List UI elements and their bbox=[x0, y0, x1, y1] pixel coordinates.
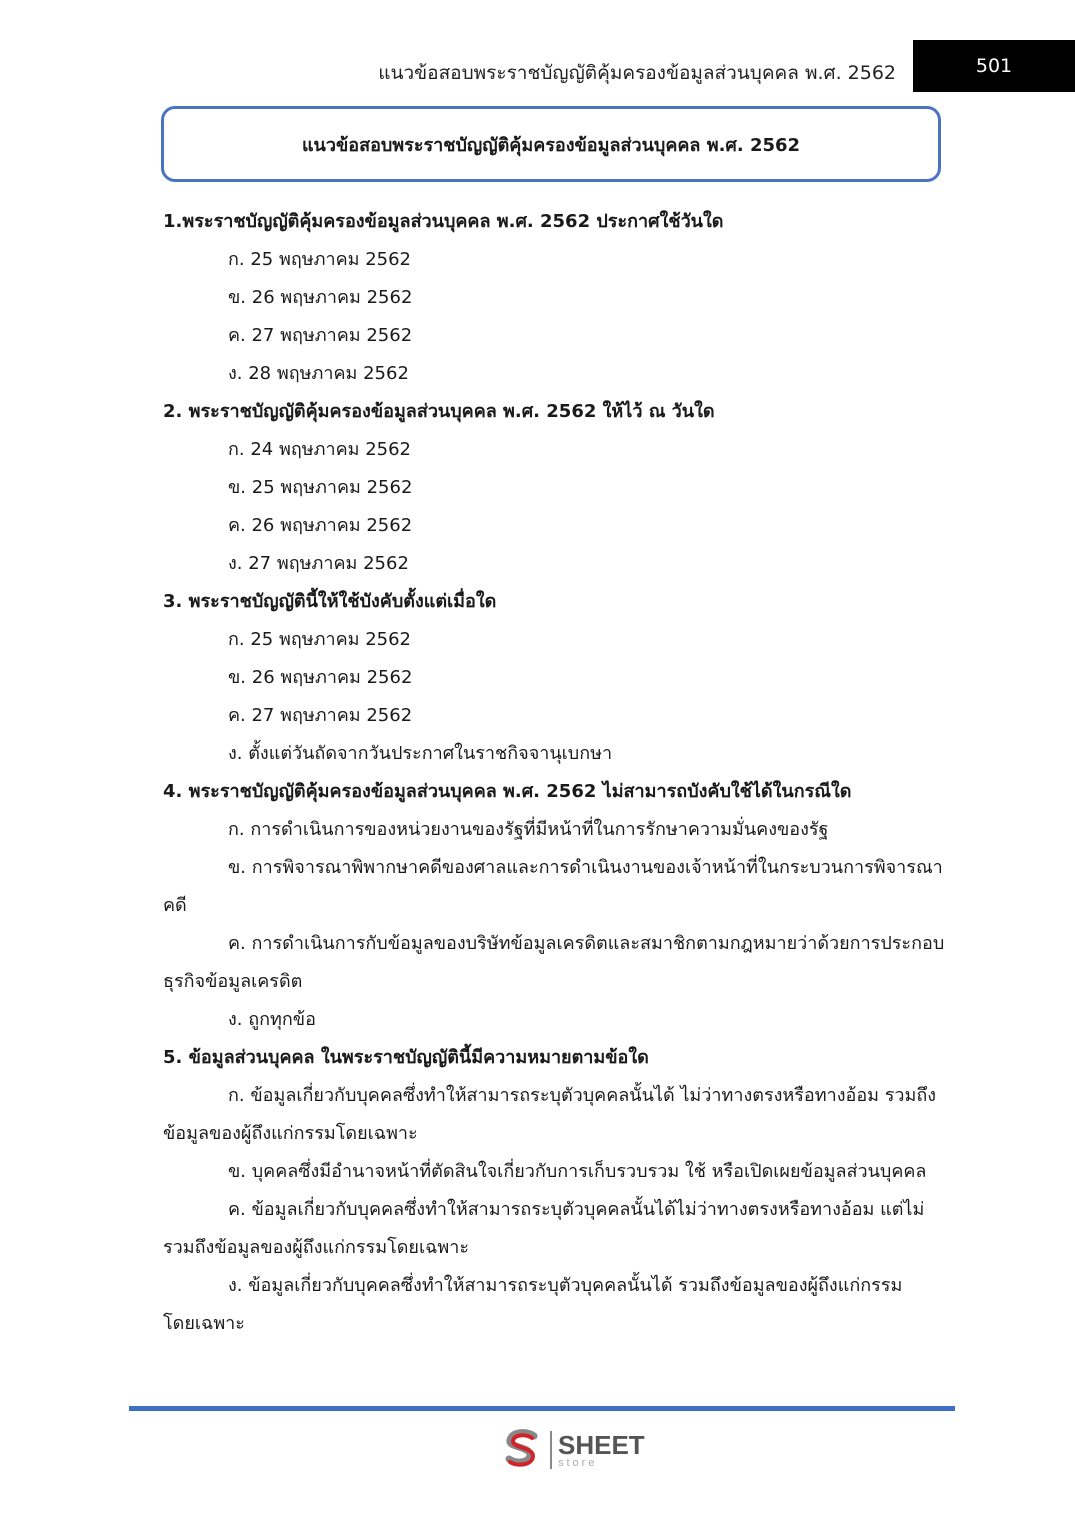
logo-subword: store bbox=[558, 1456, 598, 1469]
running-header: แนวข้อสอบพระราชบัญญัติคุ้มครองข้อมูลส่วนบุคคล พ.ศ. 2562 bbox=[378, 62, 896, 84]
q1-option-a: ก. 25 พฤษภาคม 2562 bbox=[228, 249, 412, 270]
question-5: 5. ข้อมูลส่วนบุคคล ในพระราชบัญญัตินี้มีความหมายตามข้อใด bbox=[163, 1047, 649, 1068]
question-2: 2. พระราชบัญญัติคุ้มครองข้อมูลส่วนบุคคล พ.ศ. 2562 ให้ไว้ ณ วันใด bbox=[163, 401, 715, 422]
q4-option-d: ง. ถูกทุกข้อ bbox=[228, 1009, 316, 1030]
sheet-s-logo-icon bbox=[500, 1428, 544, 1472]
logo-separator bbox=[550, 1431, 552, 1469]
sheet-store-logo bbox=[500, 1428, 645, 1472]
q5-option-b: ข. บุคคลซึ่งมีอำนาจหน้าที่ตัดสินใจเกี่ยวกับการเก็บรวบรวม ใช้ หรือเปิดเผยข้อมูลส่วนบุคคล bbox=[228, 1161, 927, 1182]
q5-option-d: ง. ข้อมูลเกี่ยวกับบุคคลซึ่งทำให้สามารถระบุตัวบุคคลนั้นได้ รวมถึงข้อมูลของผู้ถึงแก่กรรม bbox=[228, 1275, 903, 1296]
q3-option-a: ก. 25 พฤษภาคม 2562 bbox=[228, 629, 412, 650]
q4-option-b-continued: คดี bbox=[163, 895, 187, 916]
q5-option-a: ก. ข้อมูลเกี่ยวกับบุคคลซึ่งทำให้สามารถระบุตัวบุคคลนั้นได้ ไม่ว่าทางตรงหรือทางอ้อม รวมถึง bbox=[228, 1085, 937, 1106]
logo-text bbox=[558, 1429, 645, 1469]
page-number: 501 bbox=[913, 40, 1075, 92]
q4-option-b: ข. การพิจารณาพิพากษาคดีของศาลและการดำเนินงานของเจ้าหน้าที่ในกระบวนการพิจารณา bbox=[228, 857, 943, 878]
question-4: 4. พระราชบัญญัติคุ้มครองข้อมูลส่วนบุคคล พ.ศ. 2562 ไม่สามารถบังคับใช้ได้ในกรณีใด bbox=[163, 781, 852, 802]
q3-option-d: ง. ตั้งแต่วันถัดจากวันประกาศในราชกิจจานุเบกษา bbox=[228, 743, 613, 764]
question-3: 3. พระราชบัญญัตินี้ให้ใช้บังคับตั้งแต่เมื่อใด bbox=[163, 591, 497, 612]
q3-option-b: ข. 26 พฤษภาคม 2562 bbox=[228, 667, 413, 688]
q2-option-c: ค. 26 พฤษภาคม 2562 bbox=[228, 515, 413, 536]
logo-word: SHEET bbox=[558, 1429, 645, 1460]
q2-option-b: ข. 25 พฤษภาคม 2562 bbox=[228, 477, 413, 498]
title-box bbox=[161, 106, 941, 182]
title-box-text: แนวข้อสอบพระราชบัญญัติคุ้มครองข้อมูลส่วนบุคคล พ.ศ. 2562 bbox=[301, 134, 801, 156]
q2-option-d: ง. 27 พฤษภาคม 2562 bbox=[228, 553, 409, 574]
q1-option-d: ง. 28 พฤษภาคม 2562 bbox=[228, 363, 409, 384]
q5-option-d-continued: โดยเฉพาะ bbox=[163, 1313, 245, 1334]
footer-rule bbox=[129, 1406, 955, 1411]
q1-option-c: ค. 27 พฤษภาคม 2562 bbox=[228, 325, 413, 346]
question-1: 1.พระราชบัญญัติคุ้มครองข้อมูลส่วนบุคคล พ.ศ. 2562 ประกาศใช้วันใด bbox=[163, 211, 724, 232]
q2-option-a: ก. 24 พฤษภาคม 2562 bbox=[228, 439, 412, 460]
question-list bbox=[163, 203, 943, 1343]
q4-option-c-continued: ธุรกิจข้อมูลเครดิต bbox=[163, 971, 303, 992]
q3-option-c: ค. 27 พฤษภาคม 2562 bbox=[228, 705, 413, 726]
q1-option-b: ข. 26 พฤษภาคม 2562 bbox=[228, 287, 413, 308]
q5-option-c: ค. ข้อมูลเกี่ยวกับบุคคลซึ่งทำให้สามารถระบุตัวบุคคลนั้นได้ไม่ว่าทางตรงหรือทางอ้อม แต่ไม่ bbox=[228, 1199, 925, 1220]
q5-option-c-continued: รวมถึงข้อมูลของผู้ถึงแก่กรรมโดยเฉพาะ bbox=[163, 1237, 470, 1258]
q4-option-c: ค. การดำเนินการกับข้อมูลของบริษัทข้อมูลเครดิตและสมาชิกตามกฎหมายว่าด้วยการประกอบ bbox=[228, 933, 945, 954]
q4-option-a: ก. การดำเนินการของหน่วยงานของรัฐที่มีหน้าที่ในการรักษาความมั่นคงของรัฐ bbox=[228, 819, 829, 840]
q5-option-a-continued: ข้อมูลของผู้ถึงแก่กรรมโดยเฉพาะ bbox=[163, 1123, 418, 1144]
